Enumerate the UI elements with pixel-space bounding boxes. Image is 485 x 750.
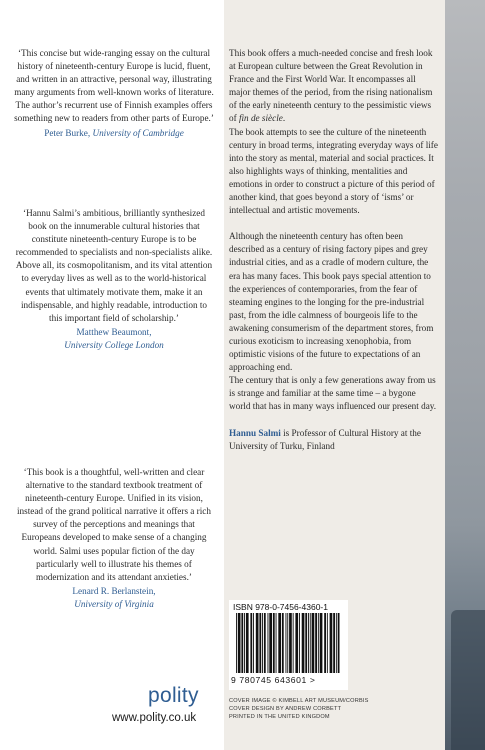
publisher-logo: polity [148, 684, 199, 707]
endorsement-quote [14, 47, 214, 140]
endorsement-quote [14, 207, 214, 352]
cover-image-strip [445, 0, 485, 750]
quote-text: ‘Hannu Salmi’s ambitious, brilliantly synthesized book on the innumerable cultural histories that constitute nineteenth-century Europe is to be recommended to specialists and non-specialists alike. Above all, its cosmopolitanism, and its vital attention to everyday lives as well as to the world-historical events that ultimately motivate them, make it an indispensable, and highly readable, introduction to this important field of scholarship.’ [15, 208, 213, 323]
affiliation-text: University of Virginia [74, 598, 154, 609]
description-paragraph-1 [229, 47, 439, 126]
publisher-url[interactable]: www.polity.co.uk [112, 712, 197, 724]
description-paragraph-4: The century that is only a few generations away from us is strange and familiar at the same time – a bygone world that has in many ways influenced our present day. [229, 375, 437, 412]
author-name: Hannu Salmi [229, 427, 281, 438]
author-bio-text: is Professor of Cultural History at the University of Turku, Finland [229, 427, 421, 451]
barcode-icon [234, 613, 343, 675]
description-italic: fin de siècle [238, 113, 283, 124]
attribution-affiliation [14, 598, 214, 611]
quote-text: ‘This concise but wide-ranging essay on the cultural history of nineteenth-century Europe is lucid, fluent, and written in an attractive, personal way, illustrating many arguments from well-known works of literature. The author’s recurrent use of Finnish examples offers something new to readers from other parts of Europe.’ [14, 48, 214, 124]
description-paragraph-2: The book attempts to see the culture of the nineteenth century in broad terms, integrating everyday ways of life into the story as mental, material and social practices. It also highlights ways of thinking, mentalities and emotions in order to construct a picture of this period of another kind, that goes beyond a story of ‘isms’ or intellectual and artistic movements. [229, 126, 438, 216]
author-bio [229, 427, 439, 453]
quote-attribution [14, 127, 214, 140]
endorsement-quote [14, 466, 214, 611]
affiliation-text: University College London [64, 339, 164, 350]
attribution-name: Lenard R. Berlanstein, [72, 585, 156, 596]
isbn-barcode-box [229, 600, 348, 690]
attribution-name: Peter Burke, [44, 127, 91, 138]
credit-line: PRINTED IN THE UNITED KINGDOM [229, 714, 330, 720]
attribution-name: Matthew Beaumont, [76, 326, 152, 337]
isbn-label: ISBN 978-0-7456-4360-1 [233, 602, 328, 612]
description-text: This book offers a much-needed concise and fresh look at European culture between the Great Revolution in France and the First World War. It encompasses all major themes of the period, from the rising nationalism of the early nineteenth century to the pessimistic views of [229, 48, 433, 124]
attribution-affiliation [14, 339, 214, 352]
book-description [229, 47, 439, 453]
credit-line: COVER IMAGE © KIMBELL ART MUSEUM/CORBIS [229, 698, 369, 704]
quote-text: ‘This book is a thoughtful, well-written and clear alternative to the standard textbook treatment of nineteenth-century Europe. Unified in its vision, instead of the grand political narrative it offers a rich survey of the perceptions and meanings that Europeans developed to make sense of a changing world. Salmi uses popular fiction of the day particularly well to illustrate his themes of modernization and its attendant anxieties.’ [17, 467, 211, 582]
attribution-affiliation: University of Cambridge [92, 127, 184, 138]
barcode-digits: 9 780745 643601 > [231, 675, 316, 685]
description-paragraph-3: Although the nineteenth century has often been described as a century of rising factory pipes and grey industrial cities, and as a cradle of modern culture, the era has many faces. This book pays special attention to the experiences of contemporaries, from the fear of steaming engines to the longing for the pre-industrial past, from the idle calmness of bourgeois life to the awakening consumerism of the department stores, from curious exoticism to increasing xenophobia, from optimistic visions of the future to expectations of an approaching end. [229, 231, 434, 373]
description-text: . [282, 113, 286, 124]
credit-line: COVER DESIGN BY ANDREW CORBETT [229, 706, 342, 712]
cover-credits [229, 697, 369, 721]
